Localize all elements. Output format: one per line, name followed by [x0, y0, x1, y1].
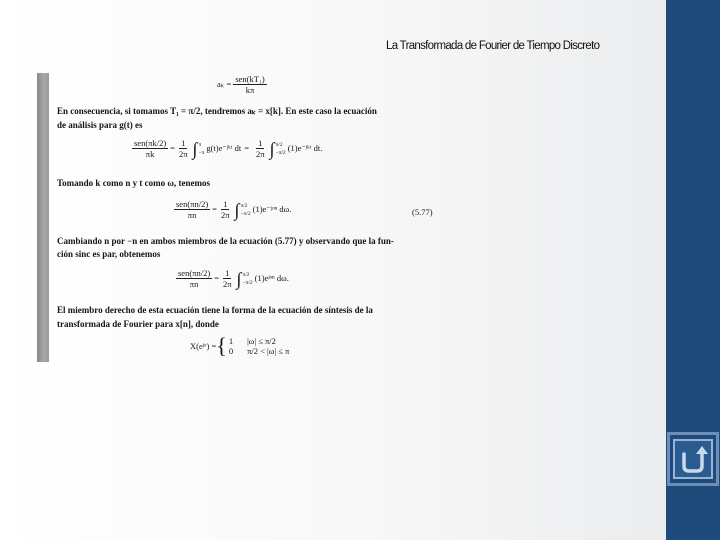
eq2-integrand: g(t)e⁻ʲᵏᵗ dt: [206, 143, 242, 153]
eq5-row2-value: 0: [228, 346, 234, 356]
paragraph-3-line-2: ción sinc es par, obtenemos: [57, 249, 161, 259]
eq2-integral-2: [269, 140, 288, 158]
eq2-int2-upper: π/2: [275, 141, 283, 148]
eq2-coef: [177, 138, 190, 159]
eq1-lhs: aₖ =: [217, 79, 232, 89]
eq5-row2-condition: π/2 < |ω| ≤ π: [247, 346, 290, 356]
integral-sign-icon: ∫: [192, 138, 198, 159]
eq2-coef2-den: 2π: [256, 149, 265, 159]
scanned-book-page: [52, 72, 447, 362]
eq4-lhs-num: sen(πn/2): [178, 268, 211, 278]
paragraph-1-line-2: de análisis para g(t) es: [57, 120, 143, 130]
eq1-fraction: [233, 74, 266, 95]
eq2-equals-2: =: [244, 143, 250, 153]
eq4-coef-num: 1: [225, 268, 230, 278]
eq4-int-upper: π/2: [242, 271, 250, 278]
integral-sign-icon: ∫: [234, 199, 240, 220]
eq2-coef-2: [254, 138, 267, 159]
eq2-integrand-2: (1)e⁻ʲᵏᵗ dt.: [287, 143, 323, 153]
equation-ak: [217, 74, 269, 95]
equation-number: (5.77): [412, 207, 433, 217]
equation-sinc-even: [174, 268, 289, 289]
eq2-coef2-num: 1: [258, 138, 263, 148]
integral-sign-icon: ∫: [236, 268, 242, 289]
eq4-lhs-den: πn: [189, 279, 199, 289]
eq1-denominator: kπ: [245, 85, 255, 95]
paragraph-3-line-1: Cambiando n por −n en ambos miembros de la ecuación (5.77) y observando que la fun-: [57, 236, 394, 246]
equation-analysis-g: [130, 138, 322, 159]
eq4-coef: [221, 268, 234, 289]
integral-sign-icon: ∫: [269, 138, 275, 159]
return-button[interactable]: [667, 432, 719, 486]
paragraph-4-line-2: transformada de Fourier para x[n], donde: [57, 319, 219, 329]
eq3-coef: [219, 199, 232, 220]
eq2-lhs-den: πk: [145, 149, 155, 159]
eq2-coef-num: 1: [181, 138, 186, 148]
eq2-int2-lower: −π/2: [275, 149, 286, 156]
eq2-int-lower: −π: [198, 149, 205, 156]
slide-title: La Transformada de Fourier de Tiempo Discreto: [386, 40, 600, 52]
eq3-lhs-num: sen(πn/2): [176, 199, 209, 209]
eq5-cases: [216, 335, 289, 357]
eq2-lhs-num: sen(πk/2): [134, 138, 167, 148]
scan-margin-strip: [37, 73, 49, 362]
eq3-lhs-den: πn: [187, 210, 197, 220]
eq4-equals: =: [214, 273, 219, 283]
left-brace-icon: {: [216, 333, 227, 358]
eq3-coef-num: 1: [223, 199, 228, 209]
eq1-numerator: sen(kT₁): [235, 74, 265, 84]
eq2-integral: [192, 140, 207, 158]
eq4-integral: [236, 270, 255, 288]
eq5-row1-value: 1: [228, 336, 234, 346]
eq2-equals: =: [170, 143, 175, 153]
return-button-inner: [673, 439, 713, 479]
eq3-integrand: (1)e⁻ʲᵒⁿ dω.: [252, 204, 292, 214]
eq3-equals: =: [212, 204, 217, 214]
equation-x-ejw: [190, 335, 289, 357]
eq4-int-lower: −π/2: [242, 279, 253, 286]
eq3-int-upper: π/2: [240, 202, 248, 209]
equation-5-77: [172, 199, 291, 220]
paragraph-4-line-1: El miembro derecho de esta ecuación tiene la forma de la ecuación de síntesis de la: [57, 305, 373, 315]
eq3-int-lower: −π/2: [240, 210, 251, 217]
eq5-lhs: X(eʲᵒ) =: [190, 340, 217, 351]
eq3-integral: [234, 201, 253, 219]
return-u-arrow-icon: [676, 442, 710, 476]
eq3-lhs-fraction: [174, 199, 210, 220]
eq2-int-upper: π: [198, 141, 202, 148]
eq5-row1-condition: |ω| ≤ π/2: [247, 336, 276, 346]
eq4-lhs-fraction: [176, 268, 212, 289]
eq4-integrand: (1)eʲᵒⁿ dω.: [254, 273, 289, 283]
paragraph-1-line-1: En consecuencia, si tomamos T₁ = π/2, tendremos aₖ = x[k]. En este caso la ecuación: [57, 106, 377, 116]
eq4-coef-den: 2π: [222, 279, 232, 289]
paragraph-2: Tomando k como n y t como ω, tenemos: [57, 178, 210, 188]
eq2-lhs-fraction: [132, 138, 168, 159]
eq2-coef-den: 2π: [178, 149, 188, 159]
eq3-coef-den: 2π: [220, 210, 230, 220]
